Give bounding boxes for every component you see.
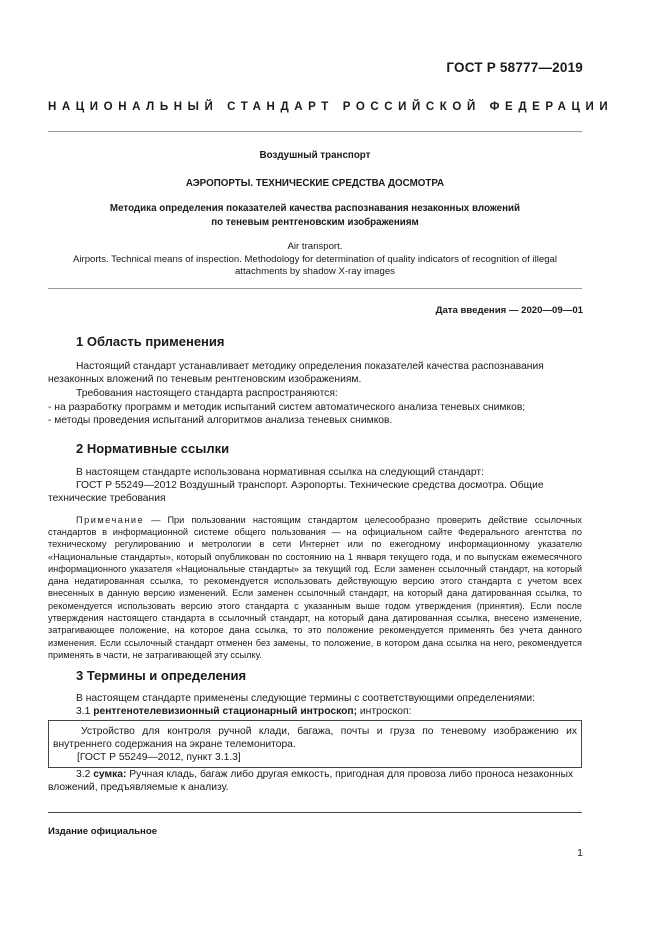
national-standard-banner: НАЦИОНАЛЬНЫЙ СТАНДАРТ РОССИЙСКОЙ ФЕДЕРАЦИИ [48, 101, 614, 113]
term-number: 3.1 [76, 706, 94, 718]
term-name: сумка: [93, 769, 127, 780]
note-label: Примечание [76, 514, 145, 525]
section-2-reference: ГОСТ Р 55249—2012 Воздушный транспорт. Аэропорты. Технические средства досмотра. Общие технические требования [48, 480, 544, 505]
section-2-heading: 2 Нормативные ссылки [76, 441, 230, 456]
term-3-1-definition: Устройство для контроля ручной клади, багажа, почты и груза по теневому изображению их внутреннего содержания на экране телемонитора. [53, 726, 577, 751]
term-3-1-source: [ГОСТ Р 55249—2012, пункт 3.1.3] [77, 752, 241, 764]
note-text: — При пользовании настоящим стандартом целесообразно проверить действие ссылочных стандартов в информационной системе общего пользования — на официальном сайте Федерального агентства по техническому регулированию и метрологии в сети Интернет или по ежегодному информационному указателю «Национальные стандарты», который опубликован по состоянию на 1 января текущего года, и по выпускам ежемесячного информационного указателя «Национальные стандарты» за текущий год. Если заменен ссылочный стандарт, на который дана недатированная ссылка, то рекомендуется использовать действующую версию этого стандарта с учетом всех внесенных в данную версию изменений. Если заменен ссылочный стандарт, на который дана датированная ссылка, то рекомендуется использовать версию этого стандарта с указанным выше годом утверждения (принятия). Если после утверждения настоящего стандарта в ссылочный стандарт, на который дана датированная ссылка, внесено изменение, затрагивающее положение, на которое дана ссылка, то это положение рекомендуется применять без учета данного изменения. Если ссылочный стандарт отменен без замены, то положение, в котором дана ссылка на него, рекомендуется применять в части, не затрагивающей эту ссылку. [48, 514, 582, 660]
section-3-paragraph: В настоящем стандарте применены следующие термины с соответствующими определениями: [76, 693, 536, 704]
term-3-2-block [48, 768, 582, 794]
section-2-body [48, 466, 582, 661]
term-name: рентгенотелевизионный стационарный интроскоп; [93, 706, 358, 718]
section-2-paragraph: В настоящем стандарте использована нормативная ссылка на следующий стандарт: [76, 467, 484, 478]
term-definition: Ручная кладь, багаж либо другая емкость, пригодная для провоза либо проноса незаконных вложений, предъявляемые к анализу. [48, 769, 574, 794]
section-1-body [48, 360, 582, 427]
section-3-heading: 3 Термины и определения [76, 668, 247, 683]
gost-code: ГОСТ Р 58777—2019 [446, 60, 583, 75]
page-number: 1 [577, 847, 583, 859]
subtitle-line-1: Методика определения показателей качества распознавания незаконных вложений [109, 203, 521, 214]
term-3-2 [48, 768, 582, 794]
section-1-list-item: - на разработку программ и методик испытаний систем автоматического анализа теневых снимков; [48, 401, 526, 413]
section-2-note [48, 514, 582, 662]
definition-box [48, 720, 582, 768]
term-synonym: интроскоп: [357, 706, 412, 718]
term-number: 3.2 [76, 769, 94, 780]
section-3-body [48, 692, 582, 718]
term-3-1 [48, 705, 582, 718]
english-title-line-3: attachments by shadow X-ray images [235, 266, 395, 277]
section-1-paragraph: Настоящий стандарт устанавливает методику определения показателей качества распознавания незаконных вложений по теневым рентгеновским изображениям. [48, 361, 544, 386]
header-rule [48, 131, 582, 132]
english-title-line-2: Airports. Technical means of inspection. Methodology for determination of quality indicators of recognition of illegal [72, 254, 558, 265]
section-1-heading: 1 Область применения [76, 334, 225, 349]
subtitle-line-2: по теневым рентгеновским изображениям [211, 217, 419, 228]
footer-rule [48, 812, 582, 813]
main-title: АЭРОПОРТЫ. ТЕХНИЧЕСКИЕ СРЕДСТВА ДОСМОТРА [185, 178, 445, 189]
english-title-line-1: Air transport. [287, 241, 343, 252]
category-title: Воздушный транспорт [259, 150, 371, 161]
title-rule [48, 288, 582, 289]
intro-date: Дата введения — 2020—09—01 [435, 305, 583, 316]
section-1-requirements: Требования настоящего стандарта распространяются: [76, 388, 338, 400]
edition-label: Издание официальное [48, 826, 158, 837]
section-1-list-item: - методы проведения испытаний алгоритмов анализа теневых снимков. [48, 414, 393, 426]
